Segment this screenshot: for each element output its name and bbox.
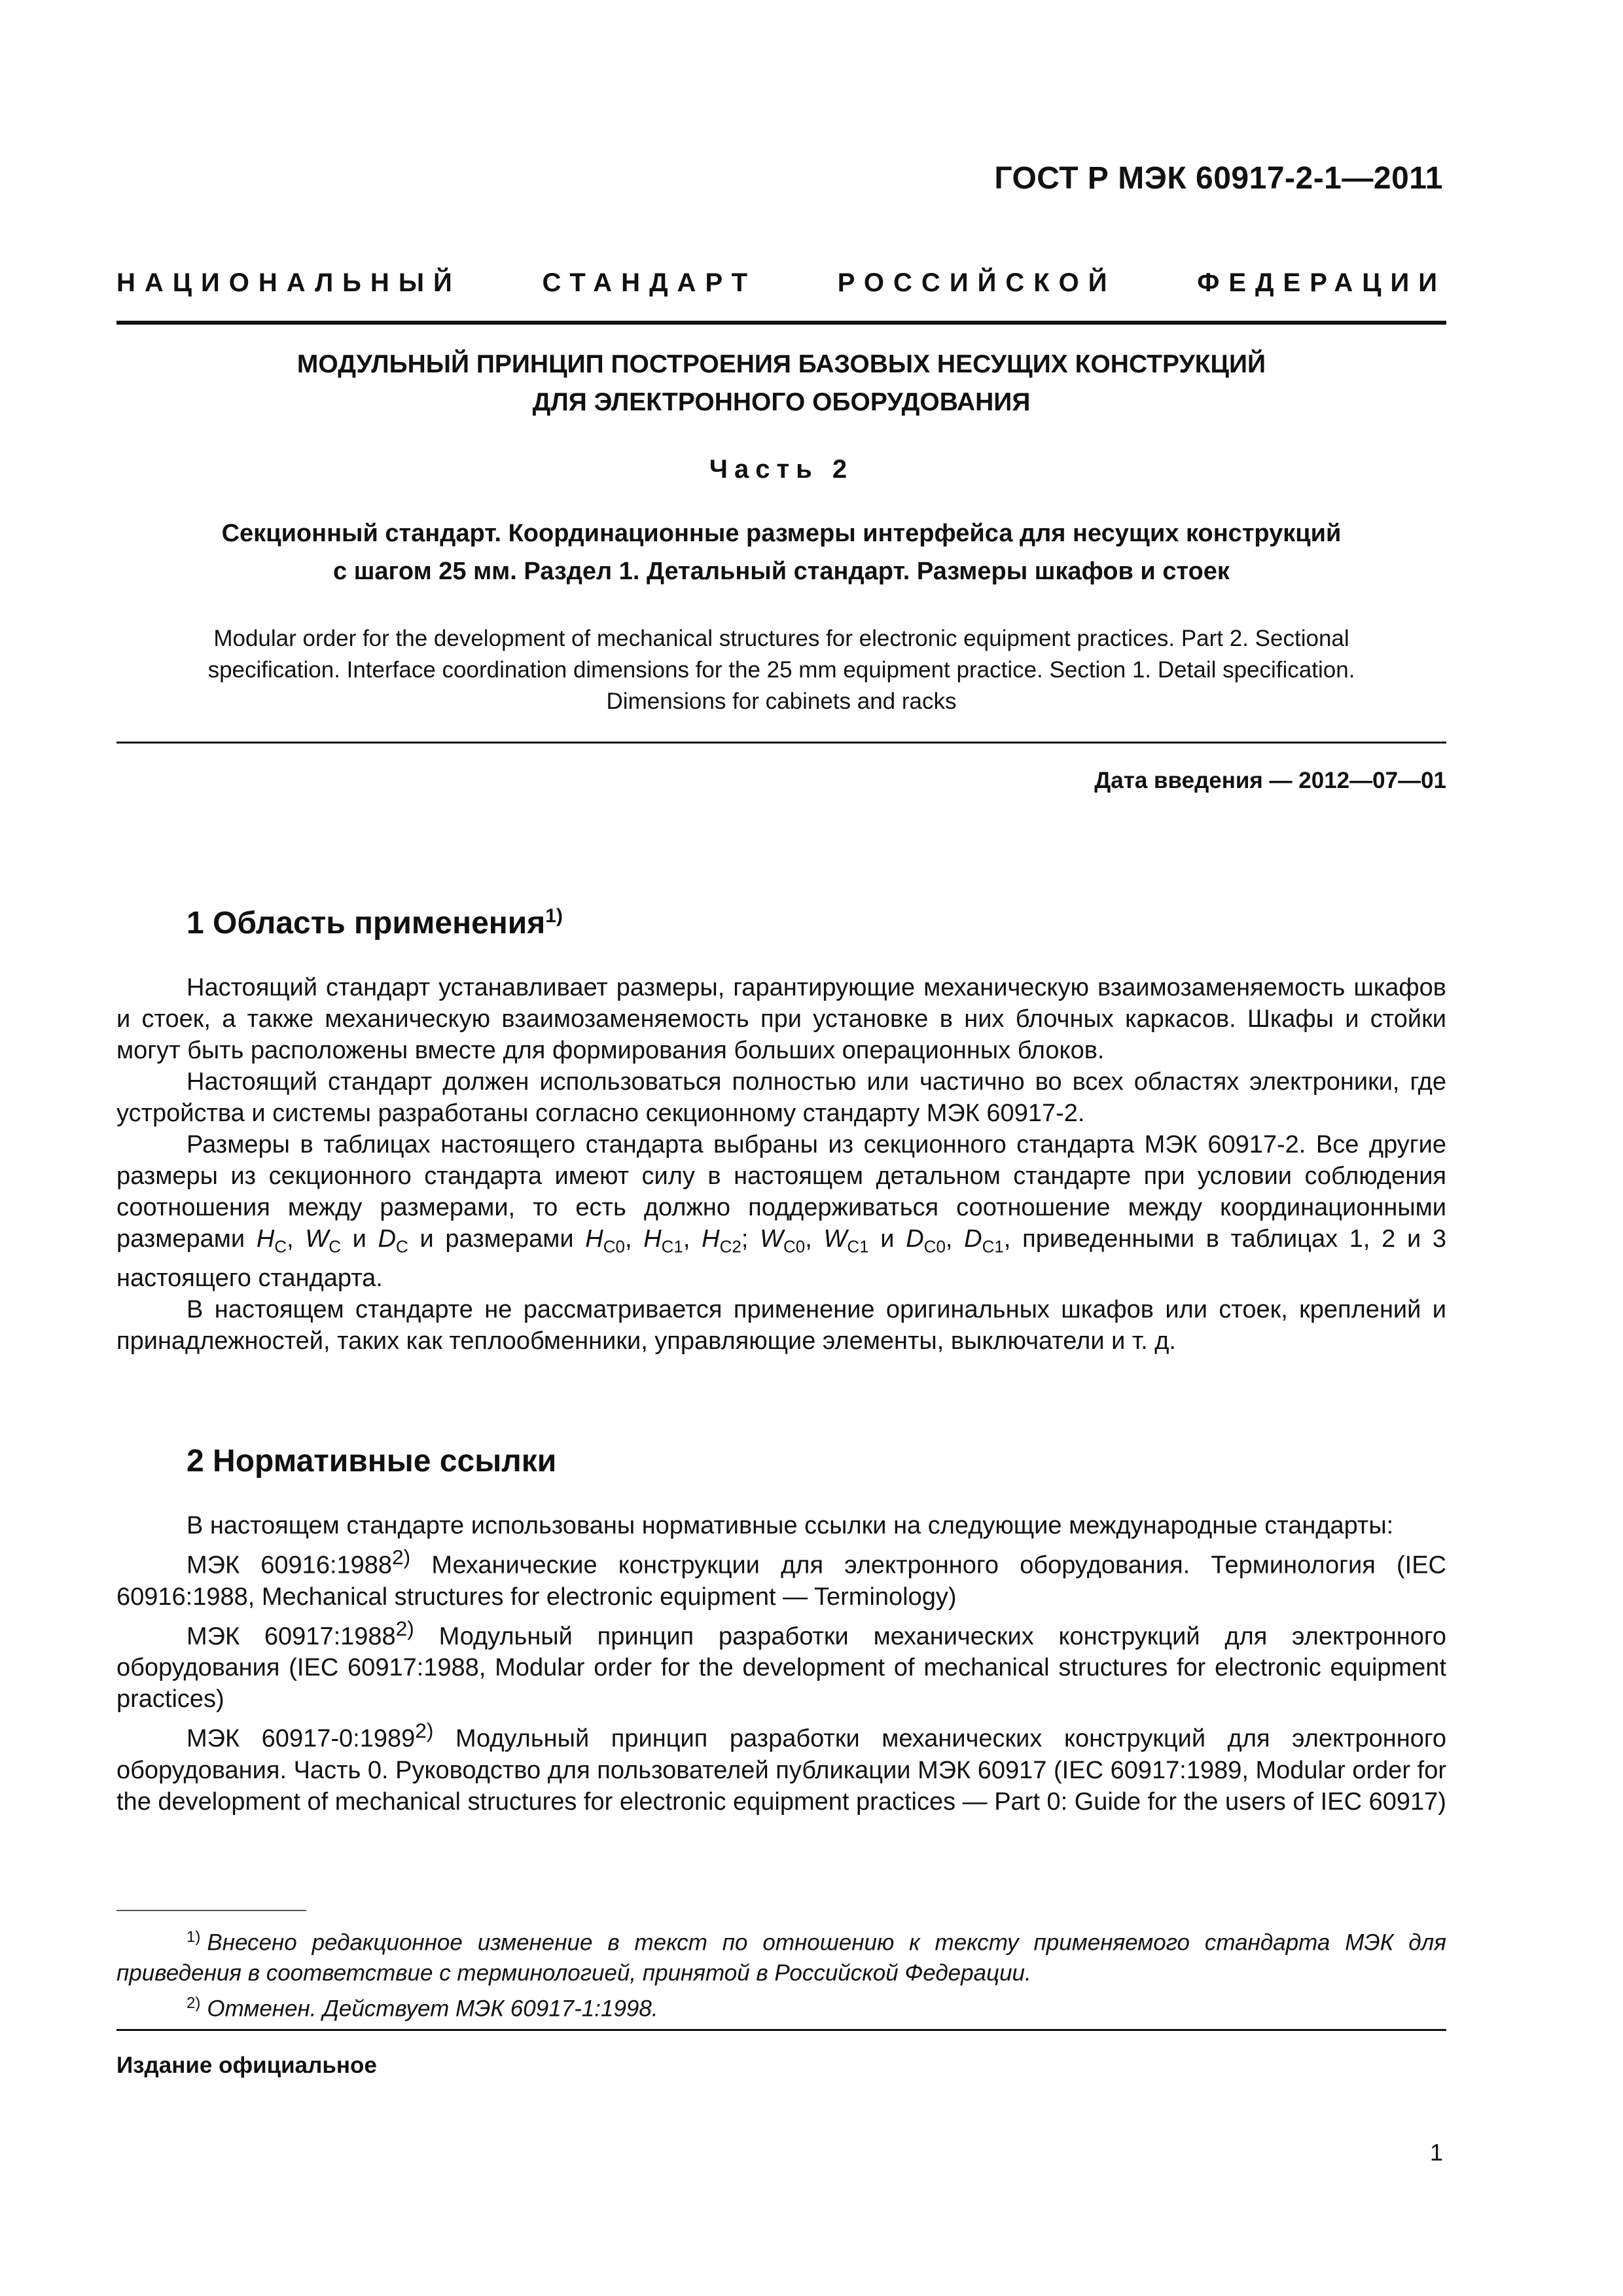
document-subtitle [116, 514, 1446, 590]
section-1-body [116, 972, 1446, 1357]
introduction-date: Дата введения — 2012—07—01 [1094, 768, 1446, 793]
title-line: МОДУЛЬНЫЙ ПРИНЦИП ПОСТРОЕНИЯ БАЗОВЫХ НЕСУЩИХ КОНСТРУКЦИЙ [296, 350, 1266, 378]
page-number: 1 [1429, 2139, 1443, 2166]
standard-designation: ГОСТ Р МЭК 60917-2-1—2011 [994, 161, 1443, 196]
banner-word: СТАНДАРТ [542, 268, 757, 297]
section-1-heading [187, 905, 563, 941]
english-title-line: specification. Interface coordination dimensions for the 25 mm equipment practice. Section 1. Detail specification. [207, 657, 1355, 683]
paragraph: Размеры в таблицах настоящего стандарта выбраны из секционного стандарта МЭК 60917-2. Все другие размеры из секционного стандарта имеют силу в настоящем детальном стандарте при условии соблюдения соотношения между размерами, то есть должно поддерживаться соотношение между координационными размерами $H_C$, $W_C$ и $D_C$ и размерами $H_{C0}$, $H_{C1}$, $H_{C2}$; $W_{C0}$, $W_{C1}$ и $D_{C0}$, $D_{C1}$, приведенными в таблицах 1, 2 и 3 настоящего стандарта. [116, 1131, 1447, 1292]
footnote-ref: 2) [395, 1616, 414, 1640]
reference-item: МЭК 60916:1988$^{2)}$ Механические конструкции для электронного оборудования. Терминология (IEC 60916:1988, Mechanical structures for electronic equipment — Terminology) [116, 1545, 1446, 1611]
english-title [116, 623, 1446, 717]
title-rule [116, 742, 1446, 744]
subtitle-line: Секционный стандарт. Координационные размеры интерфейса для несущих конструкций [221, 520, 1342, 547]
banner-word: РОССИЙСКОЙ [837, 268, 1116, 297]
footnotes [116, 1922, 1446, 2024]
footnote-ref: 1) [545, 905, 563, 927]
subtitle-line: с шагом 25 мм. Раздел 1. Детальный стандарт. Размеры шкафов и стоек [333, 558, 1230, 585]
banner-word: НАЦИОНАЛЬНЫЙ [116, 268, 461, 297]
paragraph: Настоящий стандарт должен использоваться полностью или частично во всех областях электроники, где устройства и системы разработаны согласно секционному стандарту МЭК 60917-2. [116, 1068, 1446, 1127]
english-title-line: Dimensions for cabinets and racks [606, 689, 957, 714]
national-standard-banner [116, 268, 1446, 298]
part-label: Часть 2 [709, 455, 854, 484]
banner-word: ФЕДЕРАЦИИ [1197, 268, 1446, 297]
footnote: $^{2)}$ Отменен. Действует МЭК 60917-1:1998. [187, 1994, 658, 2022]
english-title-line: Modular order for the development of mechanical structures for electronic equipment practices. Part 2. Sectional [213, 626, 1349, 651]
section-2-heading: 2 Нормативные ссылки [187, 1444, 557, 1479]
header-rule [116, 321, 1446, 325]
paragraph: В настоящем стандарте использованы нормативные ссылки на следующие международные стандарты: [187, 1512, 1394, 1539]
section-2-body [116, 1510, 1446, 1818]
footnote-ref: 2) [392, 1545, 411, 1569]
footnote-separator [116, 1910, 306, 1911]
document-title [116, 346, 1446, 422]
title-line: ДЛЯ ЭЛЕКТРОННОГО ОБОРУДОВАНИЯ [532, 388, 1031, 416]
paragraph: В настоящем стандарте не рассматривается применение оригинальных шкафов или стоек, креплений и принадлежностей, таких как теплообменники, управляющие элементы, выключатели и т. д. [116, 1295, 1446, 1355]
reference-item: МЭК 60917:1988$^{2)}$ Модульный принцип разработки механических конструкций для электронного оборудования (IEC 60917:1988, Modular order for the development of mechanical structures for electronic equipment practices) [116, 1616, 1447, 1713]
paragraph: Настоящий стандарт устанавливает размеры, гарантирующие механическую взаимозаменяемость шкафов и стоек, а также механическую взаимозаменяемость при установке в них блочных каркасов. Шкафы и стойки могут быть расположены вместе для формирования больших операционных блоков. [116, 974, 1446, 1064]
section-1-heading-text: 1 Область применения [187, 906, 546, 941]
footnote-ref: 2) [415, 1719, 434, 1743]
reference-item: МЭК 60917-0:1989$^{2)}$ Модульный принцип разработки механических конструкций для электронного оборудования. Часть 0. Руководство для пользователей публикации МЭК 60917 (IEC 60917:1989, Modular order for the development of mechanical structures for electronic equipment practices — Part 0: Guide for the users of IEC 60917) [116, 1719, 1446, 1816]
official-edition-label: Издание официальное [116, 2053, 377, 2078]
footnote: $^{1)}$ Внесено редакционное изменение в текст по отношению к тексту применяемого стандарта МЭК для приведения в соответствие с терминологией, принятой в Российской Федерации. [116, 1928, 1446, 1986]
footer-rule [116, 2029, 1446, 2031]
